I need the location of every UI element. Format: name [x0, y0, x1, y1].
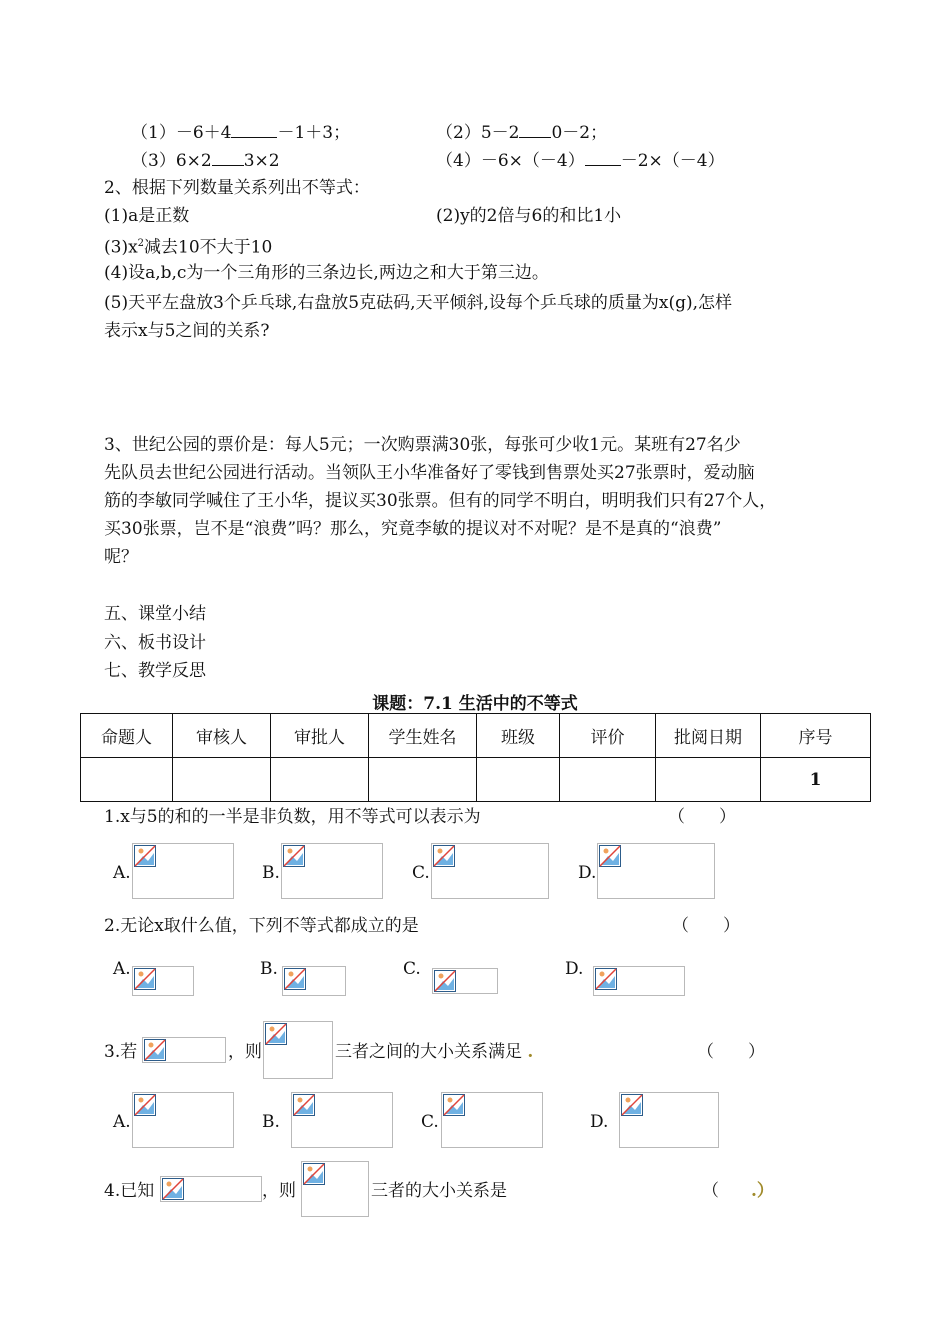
compare-item-4-left: （4）－6×（－4） — [436, 151, 585, 171]
table-cell[interactable] — [271, 758, 369, 802]
option-c-formula-image[interactable] — [432, 968, 498, 994]
table-header: 评价 — [560, 714, 656, 758]
option-c-label: C. — [412, 863, 430, 883]
q2-part-5-line-2: 表示x与5之间的关系? — [104, 321, 270, 341]
info-table — [80, 713, 871, 802]
option-c-label: C. — [403, 959, 421, 979]
compare-item-2-left: （2）5－2 — [436, 123, 520, 143]
exercise-3-answer-paren[interactable]: （ ） — [697, 1042, 765, 1062]
option-c-formula-image[interactable] — [431, 843, 549, 899]
q3-line-5: 呢？ — [104, 547, 138, 567]
compare-item-3 — [131, 149, 280, 172]
image-placeholder-icon — [621, 1094, 643, 1116]
compare-item-2 — [436, 121, 607, 144]
image-placeholder-icon — [144, 1039, 166, 1061]
q2-part-3-rest: 减去10不大于10 — [144, 237, 273, 258]
section-summary: 五、课堂小结 — [104, 604, 206, 624]
compare-item-4-right: －2×（－4） — [620, 151, 725, 171]
image-placeholder-icon — [595, 968, 617, 990]
exercise-2-text: 2.无论x取什么值，下列不等式都成立的是 — [104, 916, 419, 936]
table-header: 审批人 — [271, 714, 369, 758]
lesson-title: 课题：7.1 生活中的不等式 — [372, 694, 578, 714]
exponent: 2 — [137, 238, 145, 249]
image-placeholder-icon — [303, 1163, 325, 1185]
image-placeholder-icon — [434, 970, 456, 992]
option-b-label: B. — [260, 959, 278, 979]
option-b-label: B. — [262, 1112, 280, 1132]
exercise-3-terms-image[interactable] — [263, 1021, 333, 1079]
paren-left: （ — [702, 1181, 719, 1201]
exercise-4-then: ，则 — [262, 1181, 296, 1201]
option-d-formula-image[interactable] — [619, 1092, 719, 1148]
section-reflection: 七、教学反思 — [104, 661, 206, 681]
table-cell[interactable] — [369, 758, 477, 802]
compare-item-1 — [131, 121, 350, 144]
q2-part-3-text: (3)x — [104, 237, 138, 258]
compare-item-4 — [436, 149, 725, 172]
answer-blank[interactable] — [212, 149, 244, 166]
exercise-4-condition-image[interactable] — [160, 1176, 262, 1202]
table-header: 序号 — [761, 714, 871, 758]
section-board-design: 六、板书设计 — [104, 633, 206, 653]
image-placeholder-icon — [265, 1023, 287, 1045]
q3-line-2: 先队员去世纪公园进行活动。当领队王小华准备好了零钱到售票处买27张票时，爱动脑 — [104, 463, 755, 483]
table-cell[interactable] — [477, 758, 560, 802]
option-d-label: D. — [590, 1112, 609, 1132]
q2-heading: 2、根据下列数量关系列出不等式： — [104, 178, 370, 198]
option-c-formula-image[interactable] — [441, 1092, 543, 1148]
option-b-formula-image[interactable] — [291, 1092, 393, 1148]
option-a-label: A. — [113, 1112, 131, 1132]
exercise-3-then: ，则 — [228, 1042, 262, 1062]
image-placeholder-icon — [134, 845, 156, 867]
table-cell[interactable] — [560, 758, 656, 802]
table-row — [81, 758, 871, 802]
image-placeholder-icon — [162, 1178, 184, 1200]
compare-item-3-right: 3×2 — [243, 151, 280, 171]
exercise-4-question: 三者的大小关系是 — [371, 1181, 507, 1201]
q2-part-5-line-1: (5)天平左盘放3个乒乓球,右盘放5克砝码,天平倾斜,设每个乒乓球的质量为x(g),怎样 — [104, 293, 733, 313]
image-placeholder-icon — [433, 845, 455, 867]
option-a-formula-image[interactable] — [132, 843, 234, 899]
image-placeholder-icon — [283, 845, 305, 867]
answer-blank[interactable] — [519, 121, 551, 138]
exercise-4-prefix: 4.已知 — [104, 1181, 155, 1201]
table-header-row — [81, 714, 871, 758]
q3-line-1: 3、世纪公园的票价是：每人5元；一次购票满30张，每张可少收1元。某班有27名少 — [104, 435, 741, 455]
exercise-4-terms-image[interactable] — [301, 1161, 369, 1217]
exercise-1-answer-paren[interactable]: （ ） — [668, 807, 736, 827]
table-cell[interactable] — [81, 758, 173, 802]
exercise-2-answer-paren[interactable]: （ ） — [672, 916, 740, 936]
dot-mark: . — [527, 1042, 534, 1062]
q2-part-4: (4)设a,b,c为一个三角形的三条边长,两边之和大于第三边。 — [104, 263, 549, 283]
table-header: 学生姓名 — [369, 714, 477, 758]
option-a-label: A. — [113, 863, 131, 883]
option-a-formula-image[interactable] — [132, 966, 194, 996]
option-c-label: C. — [421, 1112, 439, 1132]
table-header: 批阅日期 — [656, 714, 761, 758]
table-cell-serial[interactable]: 1 — [761, 758, 871, 802]
q2-part-3 — [104, 233, 272, 259]
compare-item-3-left: （3）6×2 — [131, 151, 212, 171]
option-d-label: D. — [578, 863, 597, 883]
image-placeholder-icon — [599, 845, 621, 867]
q3-line-4: 买30张票，岂不是“浪费”吗？那么，究竟李敏的提议对不对呢？是不是真的“浪费” — [104, 519, 722, 539]
option-b-formula-image[interactable] — [281, 843, 383, 899]
image-placeholder-icon — [134, 968, 156, 990]
compare-item-1-right: －1＋3； — [277, 123, 351, 143]
q2-part-2: (2)y的2倍与6的和比1小 — [436, 206, 622, 226]
option-d-formula-image[interactable] — [593, 966, 685, 996]
answer-blank[interactable] — [231, 121, 277, 138]
option-b-formula-image[interactable] — [282, 966, 346, 996]
option-d-label: D. — [565, 959, 584, 979]
exercise-1-text: 1.x与5的和的一半是非负数，用不等式可以表示为 — [104, 807, 481, 827]
exercise-3-question: 三者之间的大小关系满足 — [335, 1042, 522, 1062]
image-placeholder-icon — [293, 1094, 315, 1116]
compare-item-2-right: 0－2； — [551, 123, 608, 143]
option-a-label: A. — [113, 959, 131, 979]
table-cell[interactable] — [656, 758, 761, 802]
table-cell[interactable] — [173, 758, 271, 802]
option-d-formula-image[interactable] — [597, 843, 715, 899]
option-b-label: B. — [262, 863, 280, 883]
table-header: 命题人 — [81, 714, 173, 758]
answer-blank[interactable] — [585, 149, 621, 166]
image-placeholder-icon — [284, 968, 306, 990]
paren-right: .） — [751, 1181, 774, 1201]
exercise-4-answer-paren[interactable] — [702, 1180, 774, 1202]
table-header: 班级 — [477, 714, 560, 758]
exercise-3-prefix: 3.若 — [104, 1042, 138, 1062]
exercise-3-condition-image[interactable] — [142, 1037, 226, 1063]
option-a-formula-image[interactable] — [132, 1092, 234, 1148]
exercise-3-text — [335, 1041, 533, 1063]
q2-part-1: (1)a是正数 — [104, 206, 190, 226]
image-placeholder-icon — [134, 1094, 156, 1116]
table-header: 审核人 — [173, 714, 271, 758]
compare-item-1-left: （1）－6＋4 — [131, 123, 232, 143]
q3-line-3: 筋的李敏同学喊住了王小华，提议买30张票。但有的同学不明白，明明我们只有27个人， — [104, 491, 777, 511]
image-placeholder-icon — [443, 1094, 465, 1116]
